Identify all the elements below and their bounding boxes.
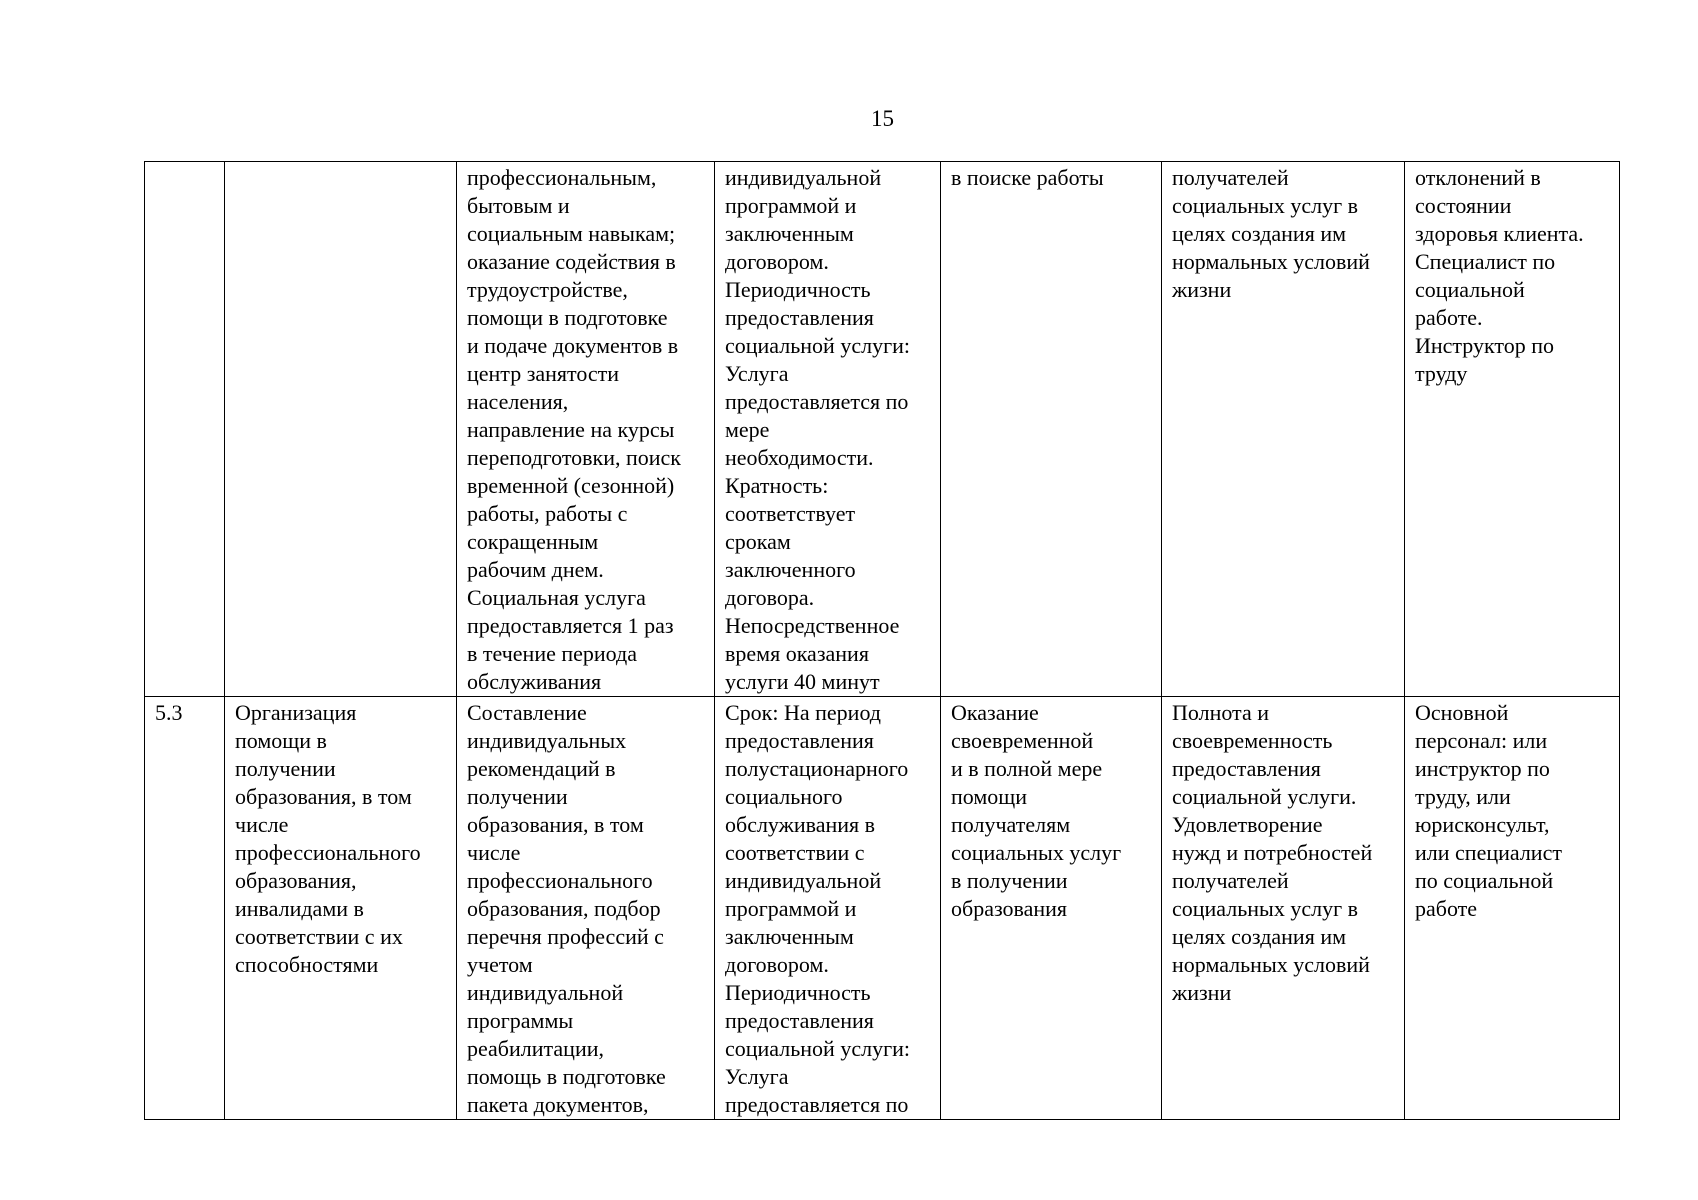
cell-service-content: Составление индивидуальных рекомендаций в получении образования, в том числе профессионального образования, подбор перечня профессий с учетом индивидуальной программы реабилитации, помощь в подготовке пакета документов, (457, 697, 715, 1120)
services-table (144, 161, 1620, 1120)
cell-number: 5.3 (145, 697, 225, 1120)
cell-terms: индивидуальной программой и заключенным договором. Периодичность предоставления социальной услуги: Услуга предоставляется по мере необходимости. Кратность: соответствует срокам заключенного договора. Непосредственное время оказания услуги 40 минут (715, 162, 941, 697)
cell-staff: отклонений в состоянии здоровья клиента. Специалист по социальной работе. Инструктор по труду (1405, 162, 1620, 697)
table-row (145, 162, 1620, 697)
cell-evaluation-conditions: получателей социальных услуг в целях создания им нормальных условий жизни (1162, 162, 1405, 697)
cell-quality-indicators: Оказание своевременной и в полной мере помощи получателям социальных услуг в получении образования (941, 697, 1162, 1120)
cell-service-name: Организация помощи в получении образования, в том числе профессионального образования, инвалидами в соответствии с их способностями (225, 697, 457, 1120)
page-number: 15 (871, 106, 894, 131)
cell-quality-indicators: в поиске работы (941, 162, 1162, 697)
table-row (145, 697, 1620, 1120)
cell-service-name (225, 162, 457, 697)
cell-service-content: профессиональным, бытовым и социальным навыкам; оказание содействия в трудоустройстве, помощи в подготовке и подаче документов в центр занятости населения, направление на курсы переподготовки, поиск временной (сезонной) работы, работы с сокращенным рабочим днем. Социальная услуга предоставляется 1 раз в течение периода обслуживания (457, 162, 715, 697)
cell-number (145, 162, 225, 697)
cell-evaluation-conditions: Полнота и своевременность предоставления социальной услуги. Удовлетворение нужд и потребностей получателей социальных услуг в целях создания им нормальных условий жизни (1162, 697, 1405, 1120)
cell-terms: Срок: На период предоставления полустационарного социального обслуживания в соответствии с индивидуальной программой и заключенным договором. Периодичность предоставления социальной услуги: Услуга предоставляется по (715, 697, 941, 1120)
cell-staff: Основной персонал: или инструктор по труду, или юрисконсульт, или специалист по социальной работе (1405, 697, 1620, 1120)
